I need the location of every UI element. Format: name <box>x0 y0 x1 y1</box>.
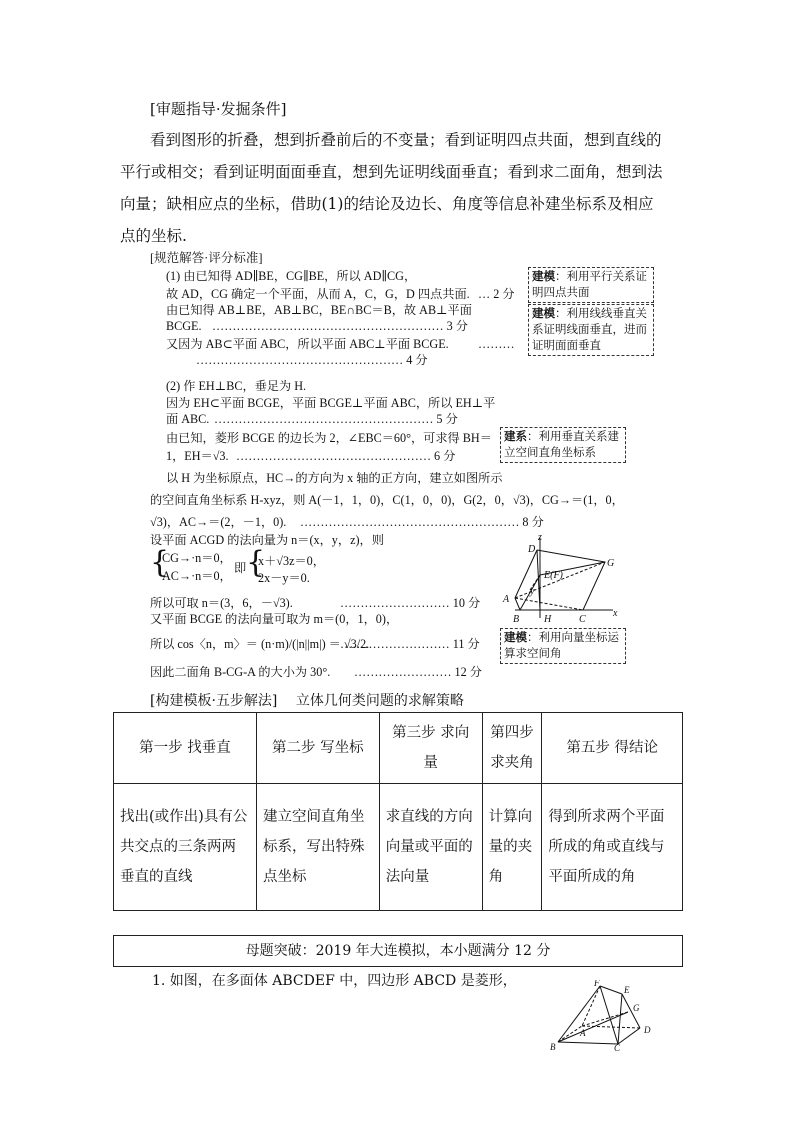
solution-line: 因此二面角 B-CG-A 的大小为 30°. <box>150 665 331 679</box>
solution-line: 由已知得 AB⊥BE，AB⊥BC，BE∩BC＝B，故 AB⊥平面 <box>166 303 472 317</box>
polyhedron-figure <box>548 980 658 1052</box>
label-A: A <box>580 1028 586 1038</box>
table-row <box>114 784 683 911</box>
step-header: 第一步 找垂直 <box>114 713 257 784</box>
solution-title: [规范解答·评分标准] <box>150 251 263 265</box>
modeling-note: 建模：利用线线垂直关系证明线面垂直，进而证明面面垂直 <box>528 304 654 356</box>
label-E: E <box>624 985 630 995</box>
label-G: G <box>633 1003 640 1013</box>
solution-line: 的空间直角坐标系 H-xyz，则 A(－1，1，0)，C(1，0，0)，G(2，0，√3)，CG→＝(1，0， <box>150 493 624 507</box>
edge-FC <box>600 986 618 1044</box>
score-mark: ……………………………………………… 8 分 <box>300 515 544 529</box>
label-G: G <box>607 558 615 569</box>
label-D: D <box>528 544 536 555</box>
label-C: C <box>614 1043 621 1052</box>
label-C: C <box>579 614 586 625</box>
guide-title: [审题指导·发掘条件] <box>150 100 287 118</box>
step-header: 第三步 求向量 <box>379 713 482 784</box>
modeling-note: 建模：利用平行关系证明四点共面 <box>528 267 654 303</box>
label-E: E(F) <box>544 570 563 581</box>
step-cell: 计算向量的夹角 <box>482 784 542 911</box>
solution-line: 又因为 AB⊂平面 ABC，所以平面 ABC⊥平面 BCGE. <box>166 337 449 351</box>
solution-line: 1，EH＝√3. <box>166 449 229 463</box>
solution-line: 故 AD，CG 确定一个平面，从而 A，C，G，D 四点共面. <box>166 287 470 301</box>
equation-line: CG→·n＝0， <box>162 551 232 565</box>
score-mark: …………………… 12 分 <box>354 665 482 679</box>
label-D: D <box>644 1025 651 1035</box>
score-mark: ……………………… 11 分 <box>340 637 480 651</box>
edge-CD <box>618 1028 640 1044</box>
steps-table <box>113 712 683 911</box>
solution-line: (1) 由已知得 AD∥BE，CG∥BE，所以 AD∥CG， <box>166 269 417 283</box>
step-cell: 求直线的方向向量或平面的法向量 <box>379 784 482 911</box>
step-cell: 得到所求两个平面所成的角或直线与平面所成的角 <box>542 784 683 911</box>
equation-line: AC→·n＝0， <box>162 569 232 583</box>
equation-line: x＋√3z＝0， <box>258 554 325 568</box>
solution-line: 又平面 BCGE 的法向量可取为 m＝(0，1，0)， <box>150 612 399 626</box>
edge-BC <box>558 1042 618 1044</box>
label-y: y <box>530 586 535 597</box>
equation-line: 2x－y＝0. <box>258 571 310 585</box>
template-title: [构建模板·五步解法] <box>150 693 278 709</box>
score-mark: ……………………… 10 分 <box>340 596 481 610</box>
label-B: B <box>550 1042 556 1052</box>
solution-line: 由已知，菱形 BCGE 的边长为 2，∠EBC＝60°，可求得 BH＝ <box>166 431 492 445</box>
solution-line: √3)，AC→＝(2，－1，0). <box>150 515 287 529</box>
guide-line: 点的坐标. <box>120 227 187 245</box>
step-header: 第四步 求夹角 <box>482 713 542 784</box>
score-mark: …………………………………………… 4 分 <box>196 353 428 367</box>
template-heading <box>150 690 464 710</box>
step-cell: 建立空间直角坐标系，写出特殊点坐标 <box>256 784 379 911</box>
template-subtitle: 立体几何类问题的求解策略 <box>295 693 464 709</box>
guide-line: 平行或相交；看到证明面面垂直，想到先证明线面垂直；看到求二面角，想到法 <box>120 163 663 181</box>
equation-word: 即 <box>234 561 247 575</box>
label-B: B <box>513 614 520 625</box>
table-header-row <box>114 713 683 784</box>
solution-line: 以 H 为坐标原点，HC→的方向为 x 轴的正方向，建立如图所示 <box>166 471 503 485</box>
edge-EC <box>618 994 622 1044</box>
source-banner: 母题突破：2019 年大连模拟，本小题满分 12 分 <box>113 935 683 967</box>
score-mark: ………………………………………………… 3 分 <box>212 319 468 333</box>
solution-line: 所以可取 n＝(3，6，－√3). <box>150 596 293 610</box>
solution-line: (2) 作 EH⊥BC，垂足为 H. <box>166 379 307 393</box>
modeling-note: 建模：利用向量坐标运算求空间角 <box>500 628 626 664</box>
score-mark: … 2 分 <box>478 287 515 301</box>
step-cell: 找出(或作出)具有公共交点的三条两两垂直的直线 <box>114 784 257 911</box>
solution-line: 所以 cos〈n，m〉＝ (n·m)/(|n||m|) ＝ √3/2. <box>150 637 370 651</box>
step-header: 第五步 得结论 <box>542 713 683 784</box>
label-F: F <box>594 980 600 988</box>
edge-AG <box>582 1012 628 1026</box>
solution-line: BCGE. <box>166 319 202 333</box>
equation-brace: { <box>150 545 170 580</box>
edge-BA <box>558 1026 582 1042</box>
coordinate-figure <box>495 530 625 630</box>
edge-BF <box>558 986 600 1042</box>
guide-line: 向量；缺相应点的坐标，借助(1)的结论及边长、角度等信息补建坐标系及相应 <box>120 195 654 213</box>
solution-line: 因为 EH⊂平面 BCGE，平面 BCGE⊥平面 ABC，所以 EH⊥平 <box>166 396 496 410</box>
label-A: A <box>503 594 510 605</box>
guide-line: 看到图形的折叠，想到折叠前后的不变量；看到证明四点共面，想到直线的 <box>150 131 662 149</box>
coordinate-note: 建系：利用垂直关系建立空间直角坐标系 <box>500 427 626 463</box>
score-mark: ………………………………………… 6 分 <box>236 449 456 463</box>
solution-line: 设平面 ACGD 的法向量为 n＝(x，y，z)，则 <box>150 533 384 547</box>
equation-brace: { <box>246 545 266 580</box>
label-H: H <box>544 614 552 625</box>
step-header: 第二步 写坐标 <box>256 713 379 784</box>
score-mark: ……………………………………………… 5 分 <box>214 412 458 426</box>
dashed-line <box>515 598 583 610</box>
label-z: z <box>538 532 542 543</box>
label-x: x <box>613 608 618 619</box>
edge-FE <box>600 986 622 994</box>
problem-statement: 1. 如图，在多面体 ABCDEF 中，四边形 ABCD 是菱形， <box>152 973 517 989</box>
solution-line: 面 ABC. <box>166 412 210 426</box>
score-dots: ……… <box>478 337 515 351</box>
